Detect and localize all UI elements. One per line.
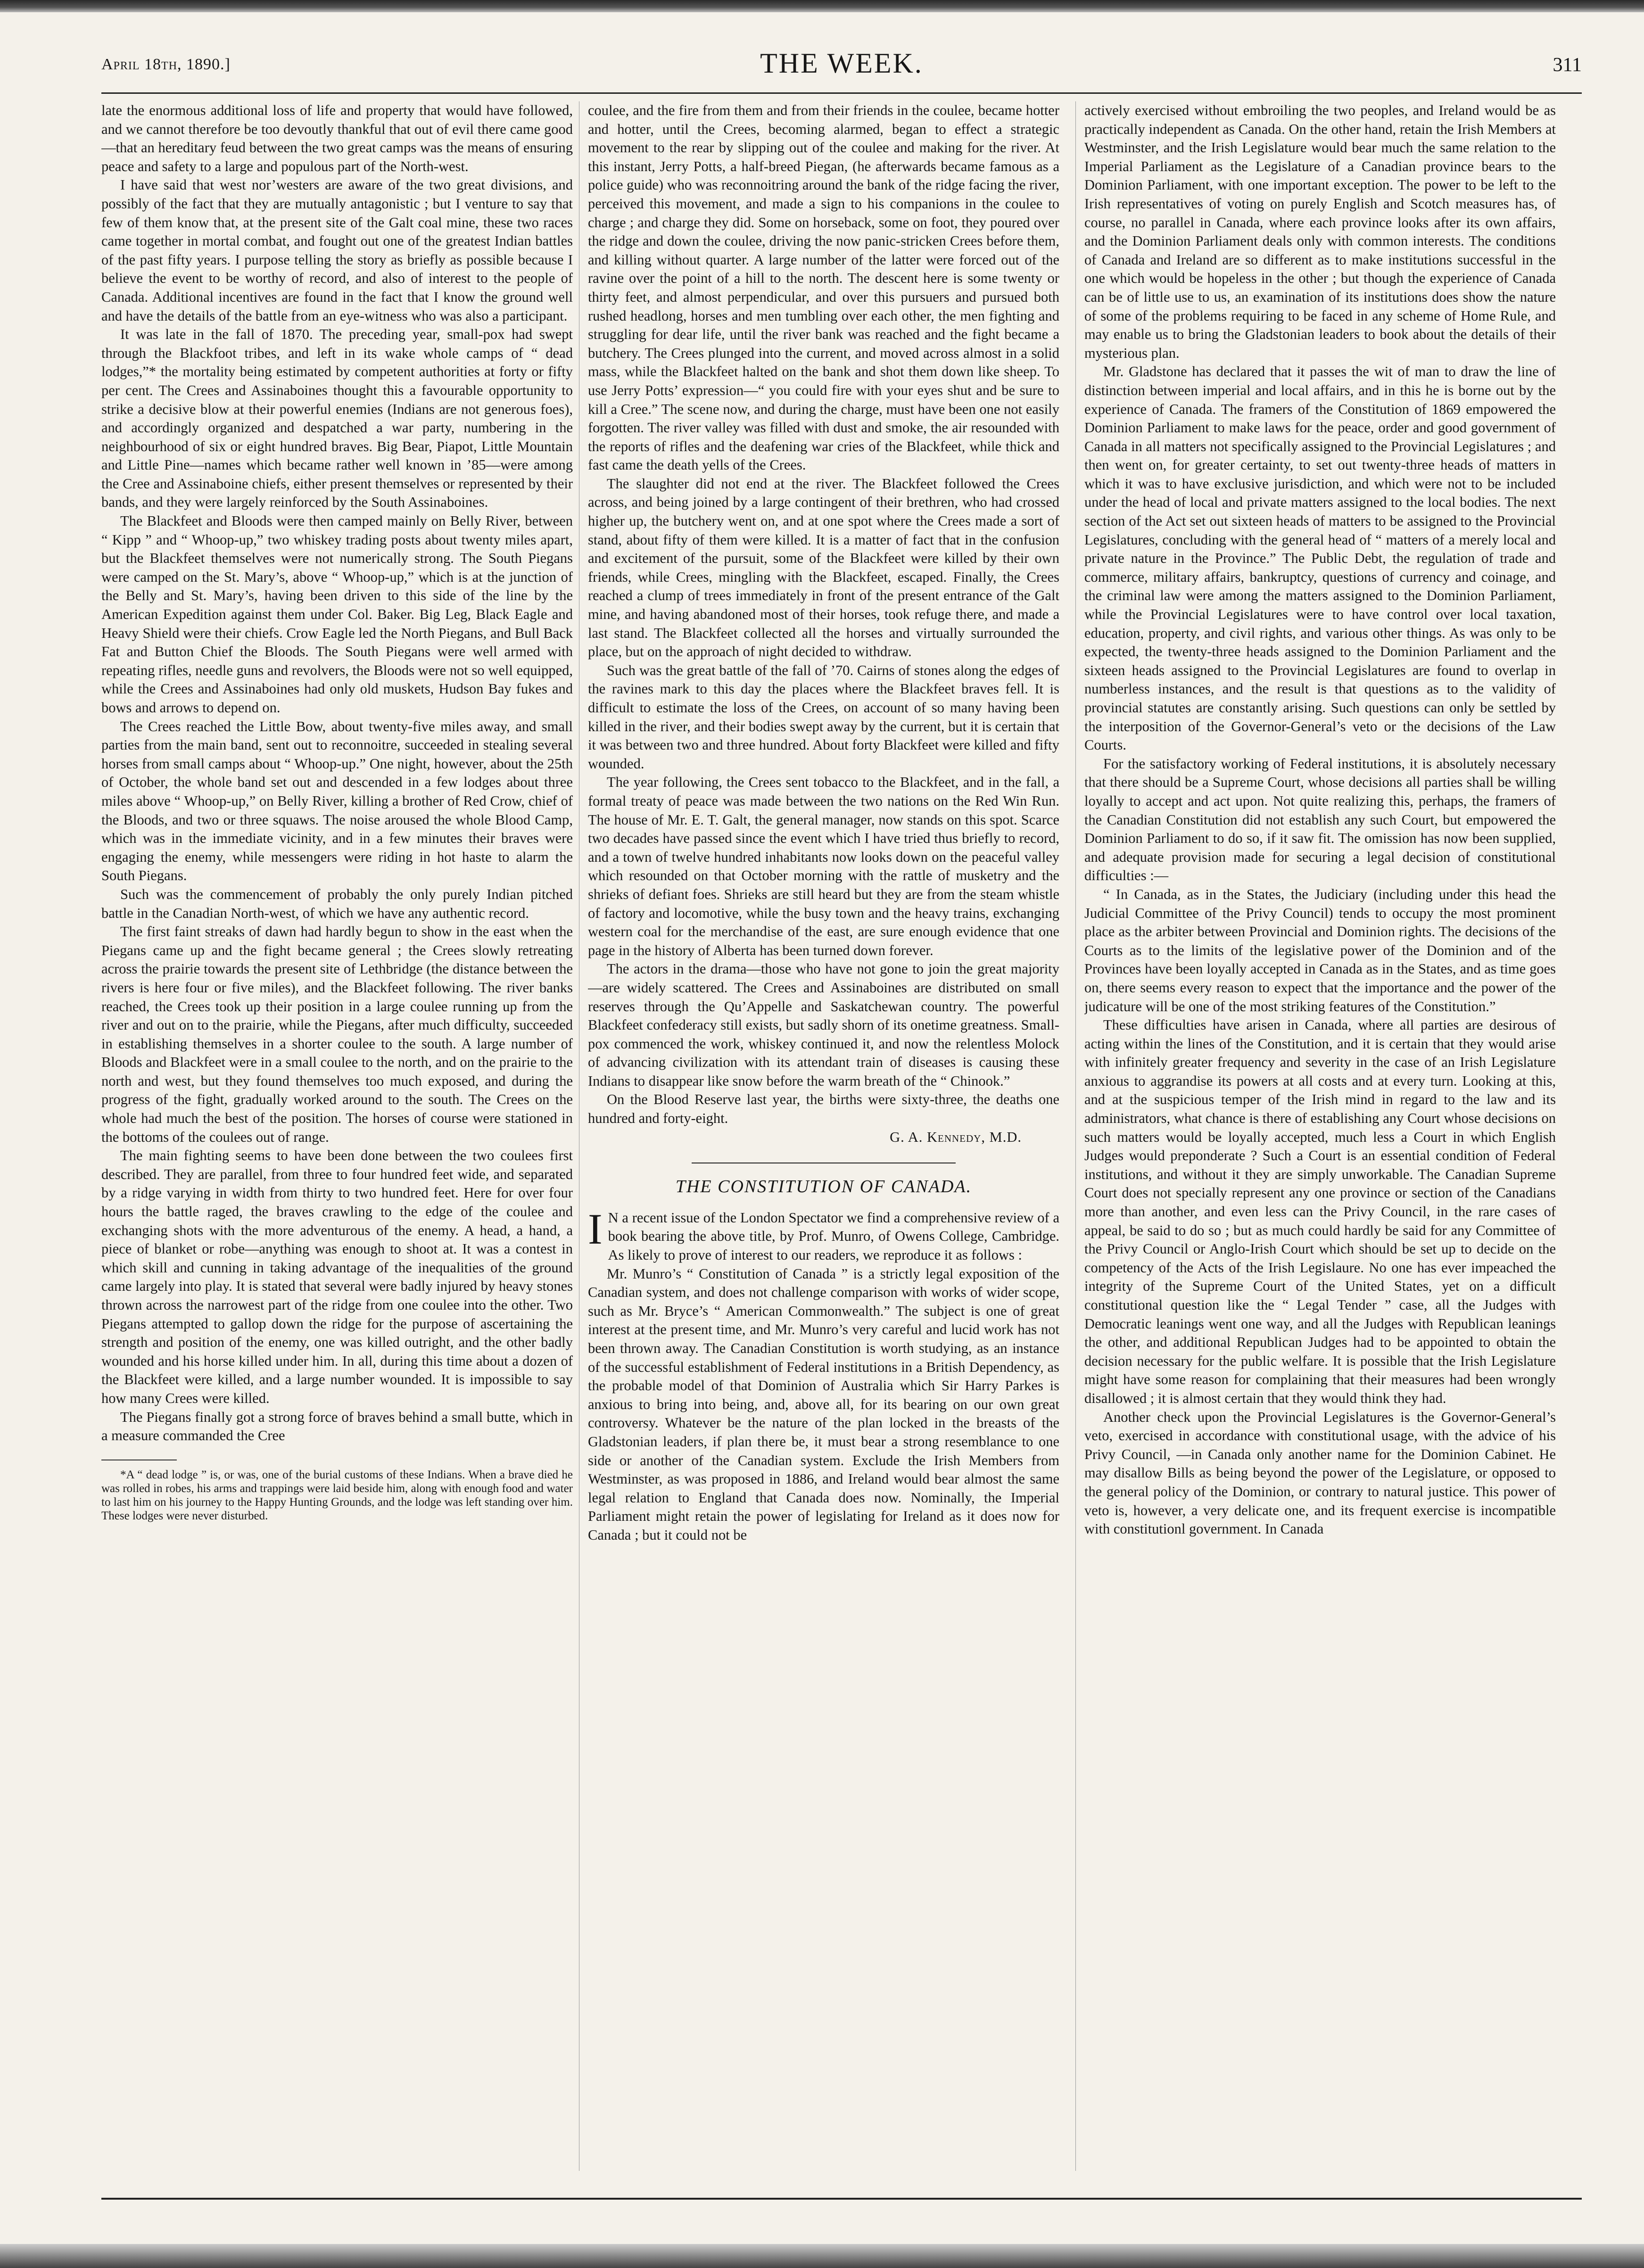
paragraph: The actors in the drama—those who have not gone to join the great majority—are widely scattered. The Crees and Assinaboines are distributed on small reserves through the Qu’Appelle and Saskatchewan country. The powerful Blackfeet confederacy still exists, but sadly shorn of its onetime greatness. Small-pox commenced the work, whiskey continued it, and now the relentless Molock of advancing civilization with its attendant train of diseases is causing these Indians to disappear like snow before the warm breath of the “ Chinook.” bbox=[588, 961, 1059, 1089]
issue-date: April 18th, 1890.] bbox=[101, 56, 231, 73]
footnote: *A “ dead lodge ” is, or was, one of the burial customs of these Indians. When a brave died he was rolled in robes, his arms and trappings were laid beside him, along with enough food and water to last him on his journey to the Happy Hunting Grounds, and the lodge was left standing over him. These lodges were never disturbed. bbox=[101, 1468, 573, 1522]
article-intro bbox=[588, 1204, 1059, 1265]
column-1 bbox=[101, 101, 573, 2171]
paragraph: Such was the commencement of probably the only purely Indian pitched battle in the Canadian North-west, of which we have any authentic record. bbox=[101, 886, 573, 921]
paragraph: The Crees reached the Little Bow, about twenty-five miles away, and small parties from the main band, sent out to reconnoitre, succeeded in stealing several horses from small camps about “ Whoop-up.” One night, however, about the 25th of October, the whole band set out and descended in a few lodges about three miles above “ Whoop-up,” on Belly River, killing a brother of Red Crow, chief of the Bloods, and two or three squaws. The noise aroused the whole Blood Camp, which was in the immediate vicinity, and in a few minutes their braves were engaging the enemy, while messengers were riding in hot haste to alarm the South Piegans. bbox=[101, 718, 573, 884]
paragraph: late the enormous additional loss of life and property that would have followed, and we cannot therefore be too devoutly thankful that out of evil there came good—that an hereditary feud between the two great camps was the means of ensuring peace and safety to a large and populous part of the North-west. bbox=[101, 102, 573, 174]
scan-bottom-edge bbox=[0, 2244, 1644, 2268]
paragraph: coulee, and the fire from them and from their friends in the coulee, became hotter and hotter, until the Crees, becoming alarmed, began to effect a strategic movement to the rear by slipping out of the coulee and making for the river. At this instant, Jerry Potts, a half-breed Piegan, (he afterwards became famous as a police guide) who was reconnoitring around the bank of the ridge facing the river, perceived this movement, and made a sign to his companions in the coulee to charge ; and charge they did. Some on horseback, some on foot, they poured over the ridge and down the coulee, driving the now panic-stricken Crees before them, and killing without quarter. A large number of the latter were forced out of the ravine over the point of a hill to the north. The descent here is some twenty or thirty feet, and almost perpendicular, and over this pursuers and pursued both rushed headlong, horses and men tumbling over each other, the men fighting and struggling for dear life, until the river bank was reached and the fight became a butchery. The Crees plunged into the current, and moved across almost in a solid mass, while the Blackfeet halted on the bank and shot them down like sheep. To use Jerry Potts’ expression—“ you could fire with your eyes shut and be sure to kill a Cree.” The scene now, and during the charge, must have been one not easily forgotten. The river valley was filled with dust and smoke, the air resounded with the reports of rifles and the deafening war cries of the Blackfeet, while thick and fast came the death yells of the Crees. bbox=[588, 102, 1059, 473]
paragraph: Such was the great battle of the fall of ’70. Cairns of stones along the edges of the ravines mark to this day the places where the Blackfeet braves fell. It is difficult to estimate the loss of the Crees, on account of so many having been killed in the river, and their bodies swept away by the current, but it is certain that it was between two and three hundred. About forty Blackfeet were killed and fifty wounded. bbox=[588, 662, 1059, 772]
paragraph: These difficulties have arisen in Canada, where all parties are desirous of acting within the lines of the Constitution, and it is certain that they would arise with infinitely greater frequency and severity in the case of an Irish Legislature anxious to aggrandise its powers at all costs and at every turn. Looking at this, and at the suspicious temper of the Irish mind in regard to the law and its administrators, what chance is there of establishing any Court whose decisions on such matters would be loyally accepted, much less a Court in which English Judges would preponderate ? Such a Court is an essential condition of Federal institutions, and without it they are simply unworkable. The Canadian Supreme Court does not specially represent any one province or section of the Canadians more than another, and even less can the Privy Council, in the rare cases of appeal, be said to do so ; but as much could hardly be said for any Committee of the Privy Council or Anglo-Irish Court which should be set up to decide on the competency of the Acts of the Irish Legislaure. No one has ever impeached the integrity of the Supreme Court of the United States, yet on a difficult constitutional question like the “ Legal Tender ” case, all the Judges with Democratic leanings went one way, and all the Judges with Republican leanings the other, and additional Republican Judges had to be appointed to obtain the decision necessary for the public welfare. It is possible that the Irish Legislature might have some reason for complaining that their measures had been wrongly disallowed ; it is almost certain that they would think they had. bbox=[1084, 1017, 1556, 1406]
author-signature bbox=[588, 1128, 1059, 1147]
scan-top-edge bbox=[0, 0, 1644, 12]
signature-initials: G. A. bbox=[890, 1129, 927, 1145]
paragraph: The Piegans finally got a strong force of braves behind a small butte, which in a measure commanded the Cree bbox=[101, 1409, 573, 1444]
intro-text: N a recent issue of the London Spectator we find a comprehensive review of a book bearing the above title, by Prof. Munro, of Owens College, Cambridge. As likely to prove of interest to our readers, we reproduce it as follows : bbox=[608, 1209, 1059, 1263]
article-title: THE CONSTITUTION OF CANADA. bbox=[675, 1177, 972, 1197]
drop-cap: I bbox=[588, 1204, 603, 1253]
paragraph: Mr. Gladstone has declared that it passes the wit of man to draw the line of distinction between imperial and local affairs, and in this he is borne out by the experience of Canada. The framers of the Constitution of 1869 empowered the Dominion Parliament to make laws for the peace, order and good government of Canada in all matters not specifically assigned to the Provincial Legislatures ; and then went on, for greater certainty, to set out twenty-three heads of matters in which it was to have exclusive jurisdiction, and which were not to be included under the head of local and private matters assigned to the local bodies. The next section of the Act set out sixteen heads of matters to be assigned to the Provincial Legislatures, concluding with the general head of “ matters of a merely local and private nature in the Province.” The Public Debt, the regulation of trade and commerce, military affairs, bankruptcy, questions of currency and coinage, and the criminal law were among the matters assigned to the Dominion Parliament, while the Provincial Legislatures were to have control over local taxation, education, property, and civil rights, and various other things. As was only to be expected, the twenty-three heads assigned to the Dominion Parliament and the sixteen heads assigned to the Provincial Legislatures are found to overlap in numberless instances, and the result is that questions as to the validity of provincial statutes are constantly arising. Such questions can only be settled by the interposition of the Governor-General’s veto or the decisions of the Law Courts. bbox=[1084, 363, 1556, 753]
signature-suffix: , M.D. bbox=[981, 1129, 1022, 1145]
paragraph: The year following, the Crees sent tobacco to the Blackfeet, and in the fall, a formal treaty of peace was made between the two nations on the Red Win Run. The house of Mr. E. T. Galt, the general manager, now stands on this spot. Scarce two decades have passed since the event which I have tried thus briefly to record, and a town of twelve hundred inhabitants now looks down on the peaceful valley which resounded on that October morning with the rattle of musketry and the shrieks of defiant foes. Shrieks are still heard but they are from the steam whistle of factory and locomotive, while the busy town and the heavy trains, exchanging western coal for the merchandise of the east, are sure enough evidence that one page in the history of Alberta has been turned down forever. bbox=[588, 774, 1059, 958]
paragraph: On the Blood Reserve last year, the births were sixty-three, the deaths one hundred and forty-eight. bbox=[588, 1091, 1059, 1127]
paragraph: Mr. Munro’s “ Constitution of Canada ” is a strictly legal exposition of the Canadian system, and does not challenge comparison with works of wider scope, such as Mr. Bryce’s “ American Commonwealth.” The subject is one of great interest at the present time, and Mr. Munro’s very careful and lucid work has not been thrown away. The Canadian Constitution is worth studying, as an instance of the successful establishment of Federal institutions in a British Dependency, as the probable model of that Dominion of Australia which Sir Harry Parkes is anxious to bring into being, and, above all, for its bearing on our own great controversy. Whatever be the nature of the plan locked in the breasts of the Gladstonian leaders, if plan there be, it must bear a strong resemblance to one side or another of the Canadian system. Exclude the Irish Members from Westminster, as was proposed in 1886, and Ireland would bear almost the same legal relation to England that Canada does now. Nominally, the Imperial Parliament might retain the power of legislating for Ireland as it does now for Canada ; but it could not be bbox=[588, 1265, 1059, 1543]
paragraph: Another check upon the Provincial Legislatures is the Governor-General’s veto, exercised in accordance with constitutional usage, with the advice of his Privy Council, —in Canada only another name for the Dominion Cabinet. He may disallow Bills as being beyond the power of the Legislature, or opposed to the general policy of the Dominion, or contrary to natural justice. This power of veto is, however, a very delicate one, and its frequent exercise is incompatible with constitutionl government. In Canada bbox=[1084, 1409, 1556, 1537]
footer-rule bbox=[101, 2198, 1582, 2200]
paragraph: The Blackfeet and Bloods were then camped mainly on Belly River, between “ Kipp ” and “ Whoop-up,” two whiskey trading posts about twenty miles apart, but the Blackfeet themselves were not numerically strong. The South Piegans were camped on the St. Mary’s, above “ Whoop-up,” which is at the junction of the Belly and St. Mary’s, having been driven to this side of the line by the American Expedition against them under Col. Baker. Big Leg, Black Eagle and Heavy Shield were their chiefs. Crow Eagle led the North Piegans, and Bull Back Fat and Button Chief the Bloods. The South Piegans were well armed with repeating rifles, needle guns and revolvers, the Bloods were not so well equipped, while the Crees and Assinaboines had only old muskets, Hudson Bay fukes and bows and arrows to depend on. bbox=[101, 513, 573, 716]
page-number: 311 bbox=[1553, 54, 1582, 76]
masthead-title: THE WEEK. bbox=[760, 48, 923, 79]
header-rule bbox=[101, 92, 1582, 94]
paragraph: I have said that west nor’westers are aware of the two great divisions, and possibly of the fact that they are mutually antagonistic ; but I venture to say that few of them know that, at the present site of the Galt coal mine, these two races came together in mortal combat, and fought out one of the greatest Indian battles of the past fifty years. I purpose telling the story as briefly as possible because I believe the event to be worthy of record, and also of interest to the people of Canada. Additional incentives are found in the fact that I know the ground well and have the details of the battle from an eye-witness who was also a participant. bbox=[101, 177, 573, 324]
quoted-paragraph: “ In Canada, as in the States, the Judiciary (including under this head the Judicial Committee of the Privy Council) tends to occupy the most prominent place as the arbiter between Provincial and Dominion rights. The decisions of the Courts as to the limits of the legislative power of the Dominion and of the Provinces have been loyally accepted in Canada as in the States, and as time goes on, there seems every reason to expect that the importance and the power of the judicature will be one of the most striking features of the Constitution.” bbox=[1084, 886, 1556, 1014]
signature-name: Kennedy bbox=[927, 1129, 982, 1145]
paragraph: For the satisfactory working of Federal institutions, it is absolutely necessary that there should be a Supreme Court, whose decisions all parties shall be willing loyally to accept and act upon. Not quite realizing this, perhaps, the framers of the Canadian Constitution did not establish any such Court, but empowered the Dominion Parliament to do so, if it saw fit. The omission has now been supplied, and adequate provision made for securing a legal decision of constitutional difficulties :— bbox=[1084, 755, 1556, 884]
paragraph: The slaughter did not end at the river. The Blackfeet followed the Crees across, and being joined by a large contingent of their brethren, who had crossed higher up, the butchery went on, and at one spot where the Crees made a sort of stand, about fifty of them were killed. It is a matter of fact that in the confusion and excitement of the pursuit, some of the Blackfeet were killed by their own friends, while Crees, mingling with the Blackfeet, escaped. Finally, the Crees reached a clump of trees immediately in front of the present entrance of the Galt mine, and having abandoned most of their horses, took refuge there, and made a last stand. The Blackfeet collected all the horses and virtually surrounded the place, but on the approach of night decided to withdraw. bbox=[588, 475, 1059, 660]
paragraph: The first faint streaks of dawn had hardly begun to show in the east when the Piegans came up and the fight became general ; the Crees slowly retreating across the prairie towards the present site of Lethbridge (the distance between the rivers is here four or five miles), and the Blackfeet following. The river banks reached, the Crees took up their position in a large coulee running up from the river and out on to the prairie, while the Piegans, after much difficulty, succeeded in establishing themselves in a shorter coulee to the south. A large number of Bloods and Blackfeet were in a small coulee to the north, and on the prairie to the north and west, but they found themselves too much exposed, and during the progress of the fight, gradually worked around to the south. The Crees on the whole had much the best of the position. The horses of course were stationed in the bottoms of the coulees out of range. bbox=[101, 924, 573, 1145]
page-header bbox=[101, 47, 1582, 90]
paragraph: It was late in the fall of 1870. The preceding year, small-pox had swept through the Blackfoot tribes, and left in its wake whole camps of “ dead lodges,”* the mortality being estimated by competent authorities at forty or fifty per cent. The Crees and Assinaboines thought this a favourable opportunity to strike a decisive blow at their powerful enemies (Indians are not generous foes), and accordingly organized and despatched a war party, numbering in the neighbourhood of six or eight hundred braves. Big Bear, Piapot, Little Mountain and Little Pine—names which became rather well known in ’85—were among the Cree and Assinaboine chiefs, either present themselves or represented by their bands, and they were largely reinforced by the South Assinaboines. bbox=[101, 326, 573, 511]
column-3 bbox=[1084, 101, 1556, 2171]
column-2 bbox=[588, 101, 1059, 2171]
paragraph: actively exercised without embroiling the two peoples, and Ireland would be as practically independent as Canada. On the other hand, retain the Irish Members at Westminster, and the Irish Legislature would bear much the same relation to the Imperial Parliament as the Legislature of a Canadian province bears to the Dominion Parliament, with one important exception. The power to be left to the Irish representatives of voting on purely English and Scotch measures has, of course, no parallel in Canada, where each province looks after its own affairs, and the Dominion Parliament deals only with common interests. The conditions of Canada and Ireland are so different as to make institutions successful in the one which would be hopeless in the other ; but though the experience of Canada can be of little use to us, an examination of its institutions does show the nature of some of the problems requiring to be faced in any scheme of Home Rule, and may enable us to bring the Gladstonian leaders to book about the details of their mysterious plan. bbox=[1084, 102, 1556, 361]
column-divider bbox=[1075, 101, 1076, 2171]
paragraph: The main fighting seems to have been done between the two coulees first described. They are parallel, from three to four hundred feet wide, and separated by a ridge varying in width from thirty to two hundred feet. Here for over four hours the battle raged, the braves crawling to the edge of the coulee and exchanging shots with the more adventurous of the enemy. A head, a hand, a piece of blanket or robe—anything was enough to shoot at. It was a contest in which skill and cunning in taking advantage of the inequalities of the ground came largely into play. It is stated that several were badly injured by heavy stones thrown across the narrowest part of the ridge from one coulee into the other. Two Piegans attempted to gallop down the ridge for the purpose of ascertaining the strength and position of the enemy, one was killed outright, and the other badly wounded and his horse killed under him. In all, during this time about a dozen of the Blackfeet were killed, and a large number wounded. It is impossible to say how many Crees were killed. bbox=[101, 1147, 573, 1406]
